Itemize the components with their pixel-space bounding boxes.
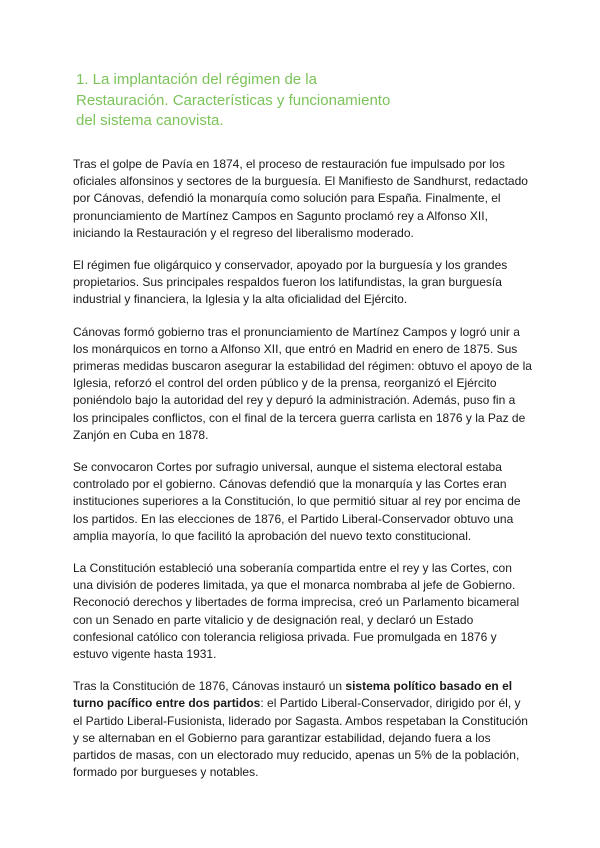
heading-line-2: Restauración. Características y funcionamiento (76, 91, 391, 109)
paragraph-restoration-origins: Tras el golpe de Pavía en 1874, el proceso de restauración fue impulsado por los oficiales alfonsinos y sectores de la burguesía. El Manifiesto de Sandhurst, redactado por Cánovas, defendió la monarquía como solución para España. Finalmente, el pronunciamiento de Martínez Campos en Sagunto proclamó rey a Alfonso XII, iniciando la Restauración y el regreso del liberalismo moderado. (73, 157, 528, 240)
turno-text-after: : el Partido Liberal-Conservador, dirigido por él, y el Partido Liberal-Fusionista, liderado por Sagasta. Ambos respetaban la Constitución y se alternaban en el Gobierno para garantizar estabilidad, dejando fuera a los partidos de masas, con un electorado muy reducido, apenas un 5% de la población, formado por burgueses y notables. (73, 696, 528, 780)
turno-text-before: Tras la Constitución de 1876, Cánovas instauró un (73, 679, 346, 694)
document-body (73, 156, 533, 797)
paragraph-regime-supports: El régimen fue oligárquico y conservador, apoyado por la burguesía y los grandes propietarios. Sus principales respaldos fueron los latifundistas, la gran burguesía industrial y financiera, la Iglesia y la alta oficialidad del Ejército. (73, 258, 508, 307)
paragraph-constitution: La Constitución estableció una soberanía compartida entre el rey y las Cortes, con una división de poderes limitada, ya que el monarca nombraba al jefe de Gobierno. Reconoció derechos y libertades de forma imprecisa, creó un Parlamento bicameral con un Senado en parte vitalicio y de designación real, y declaró un Estado confesional católico con tolerancia religiosa privada. Fue promulgada en 1876 y estuvo vigente hasta 1931. (73, 561, 520, 662)
paragraph-canovas-government: Cánovas formó gobierno tras el pronunciamiento de Martínez Campos y logró unir a los monárquicos en torno a Alfonso XII, que entró en Madrid en enero de 1875. Sus primeras medidas buscaron asegurar la estabilidad del régimen: obtuvo el apoyo de la Iglesia, reforzó el control del orden público y de la prensa, reorganizó el Ejército poniéndolo bajo la autoridad del rey y depuró la administración. Además, puso fin a los principales conflictos, con el final de la tercera guerra carlista en 1876 y la Paz de Zanjón en Cuba en 1878. (73, 324, 532, 442)
paragraph-turno-pacifico (73, 678, 533, 781)
paragraph-cortes-elections: Se convocaron Cortes por sufragio universal, aunque el sistema electoral estaba controlado por el gobierno. Cánovas defendió que la monarquía y las Cortes eran instituciones superiores a la Constitución, lo que permitió situar al rey por encima de los partidos. En las elecciones de 1876, el Partido Liberal-Conservador obtuvo una amplia mayoría, lo que facilitó la aprobación del nuevo texto constitucional. (73, 460, 521, 543)
heading-line-3: del sistema canovista. (76, 112, 224, 129)
heading-line-1: 1. La implantación del régimen de la (76, 71, 317, 88)
section-heading (76, 70, 416, 132)
turno-bold-text: sistema político basado en el turno pacífico entre dos partidos (73, 679, 513, 711)
